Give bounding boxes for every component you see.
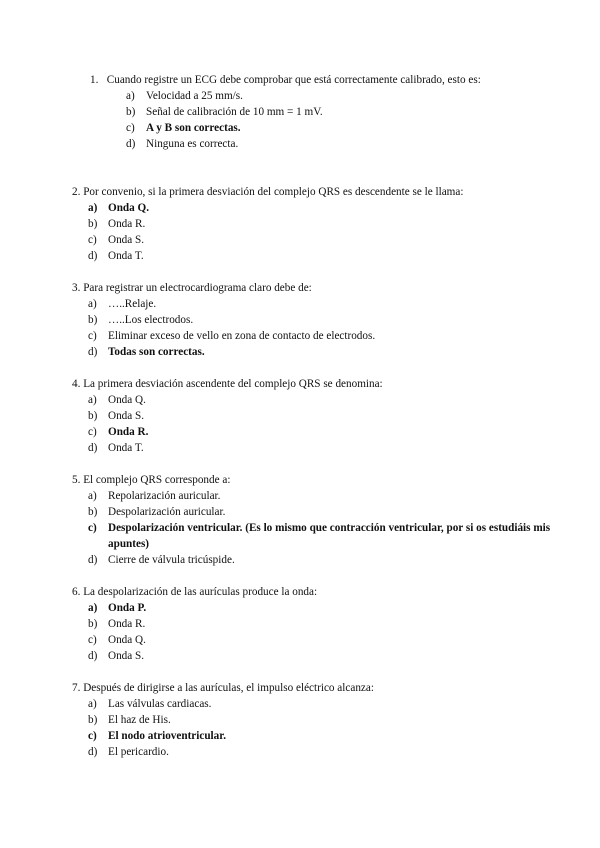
option-text: Onda Q. — [108, 202, 150, 214]
option-letter: a) — [88, 698, 97, 710]
option-letter: d) — [88, 346, 98, 358]
option-letter: b) — [88, 618, 98, 630]
option-d — [126, 136, 238, 152]
option-text: Onda T. — [108, 442, 144, 454]
option-letter: c) — [88, 522, 97, 534]
option-a-correct — [88, 600, 146, 616]
option-letter: a) — [88, 202, 98, 214]
option-a — [88, 392, 146, 408]
option-b — [88, 312, 193, 328]
option-a — [88, 488, 220, 504]
option-text: Onda R. — [108, 426, 149, 438]
option-text: Las válvulas cardiacas. — [108, 698, 212, 710]
option-text: …..Relaje. — [108, 298, 157, 310]
option-d — [88, 648, 144, 664]
question-stem: 2. Por convenio, si la primera desviación del complejo QRS es descendente se le llama: — [72, 186, 464, 198]
option-text: Cierre de válvula tricúspide. — [108, 554, 235, 566]
option-letter: c) — [88, 234, 97, 246]
option-a — [88, 696, 211, 712]
option-b — [88, 216, 145, 232]
option-b — [88, 616, 145, 632]
option-text: Ninguna es correcta. — [146, 138, 239, 150]
option-text: Despolarización ventricular. (Es lo mismo que contracción ventricular, por si os estudiáis mis apuntes) — [108, 522, 551, 550]
option-letter: d) — [88, 650, 98, 662]
question-stem — [90, 72, 481, 88]
question-stem: 6. La despolarización de las aurículas produce la onda: — [72, 586, 318, 598]
option-b — [88, 504, 225, 520]
option-text: Onda S. — [108, 234, 145, 246]
option-d — [88, 248, 144, 264]
option-text: El nodo atrioventricular. — [108, 730, 226, 742]
question-number: 1. — [90, 74, 99, 86]
option-text: Onda Q. — [108, 634, 146, 646]
option-text: Onda P. — [108, 602, 147, 614]
option-letter: b) — [126, 106, 136, 118]
option-text: Eliminar exceso de vello en zona de contacto de electrodos. — [108, 330, 376, 342]
option-letter: d) — [126, 138, 136, 150]
option-text: Onda R. — [108, 618, 146, 630]
option-text: Onda S. — [108, 650, 145, 662]
option-c-correct — [126, 120, 241, 136]
option-letter: b) — [88, 218, 98, 230]
option-text: Onda T. — [108, 250, 144, 262]
option-text: Onda R. — [108, 218, 146, 230]
option-b — [88, 712, 171, 728]
option-letter: a) — [88, 602, 98, 614]
question-text: Cuando registre un ECG debe comprobar que está correctamente calibrado, esto es: — [106, 74, 481, 86]
option-letter: d) — [88, 554, 98, 566]
option-c-correct — [88, 424, 148, 440]
option-text: Despolarización auricular. — [108, 506, 226, 518]
option-a — [126, 88, 243, 104]
option-text: A y B son correctas. — [146, 122, 241, 134]
option-b — [88, 408, 144, 424]
option-letter: b) — [88, 314, 98, 326]
option-d — [88, 552, 235, 568]
option-letter: d) — [88, 250, 98, 262]
option-letter: a) — [88, 298, 97, 310]
option-d-correct — [88, 344, 205, 360]
option-c-correct — [88, 520, 578, 552]
option-text: …..Los electrodos. — [108, 314, 194, 326]
question-stem: 3. Para registrar un electrocardiograma claro debe de: — [72, 282, 312, 294]
question-stem: 7. Después de dirigirse a las aurículas, el impulso eléctrico alcanza: — [72, 682, 374, 694]
option-text: El haz de His. — [108, 714, 171, 726]
option-letter: b) — [88, 410, 98, 422]
option-letter: a) — [126, 90, 135, 102]
option-letter: b) — [88, 506, 98, 518]
option-letter: c) — [126, 122, 135, 134]
option-a-correct — [88, 200, 149, 216]
option-c — [88, 232, 144, 248]
option-letter: b) — [88, 714, 98, 726]
option-c — [88, 328, 375, 344]
option-d — [88, 440, 144, 456]
option-letter: c) — [88, 730, 97, 742]
option-text: Onda S. — [108, 410, 145, 422]
question-stem: 4. La primera desviación ascendente del complejo QRS se denomina: — [72, 378, 383, 390]
option-d — [88, 744, 169, 760]
option-text: Todas son correctas. — [108, 346, 205, 358]
option-letter: c) — [88, 330, 97, 342]
option-letter: c) — [88, 634, 97, 646]
option-a — [88, 296, 156, 312]
option-letter: d) — [88, 442, 98, 454]
option-c-correct — [88, 728, 226, 744]
option-letter: c) — [88, 426, 97, 438]
option-b — [126, 104, 323, 120]
option-letter: a) — [88, 490, 97, 502]
option-text: Onda Q. — [108, 394, 146, 406]
option-letter: a) — [88, 394, 97, 406]
option-text: El pericardio. — [108, 746, 169, 758]
option-c — [88, 632, 146, 648]
option-text: Repolarización auricular. — [108, 490, 221, 502]
option-text: Señal de calibración de 10 mm = 1 mV. — [146, 106, 323, 118]
option-letter: d) — [88, 746, 98, 758]
option-text: Velocidad a 25 mm/s. — [146, 90, 243, 102]
question-stem: 5. El complejo QRS corresponde a: — [72, 474, 231, 486]
